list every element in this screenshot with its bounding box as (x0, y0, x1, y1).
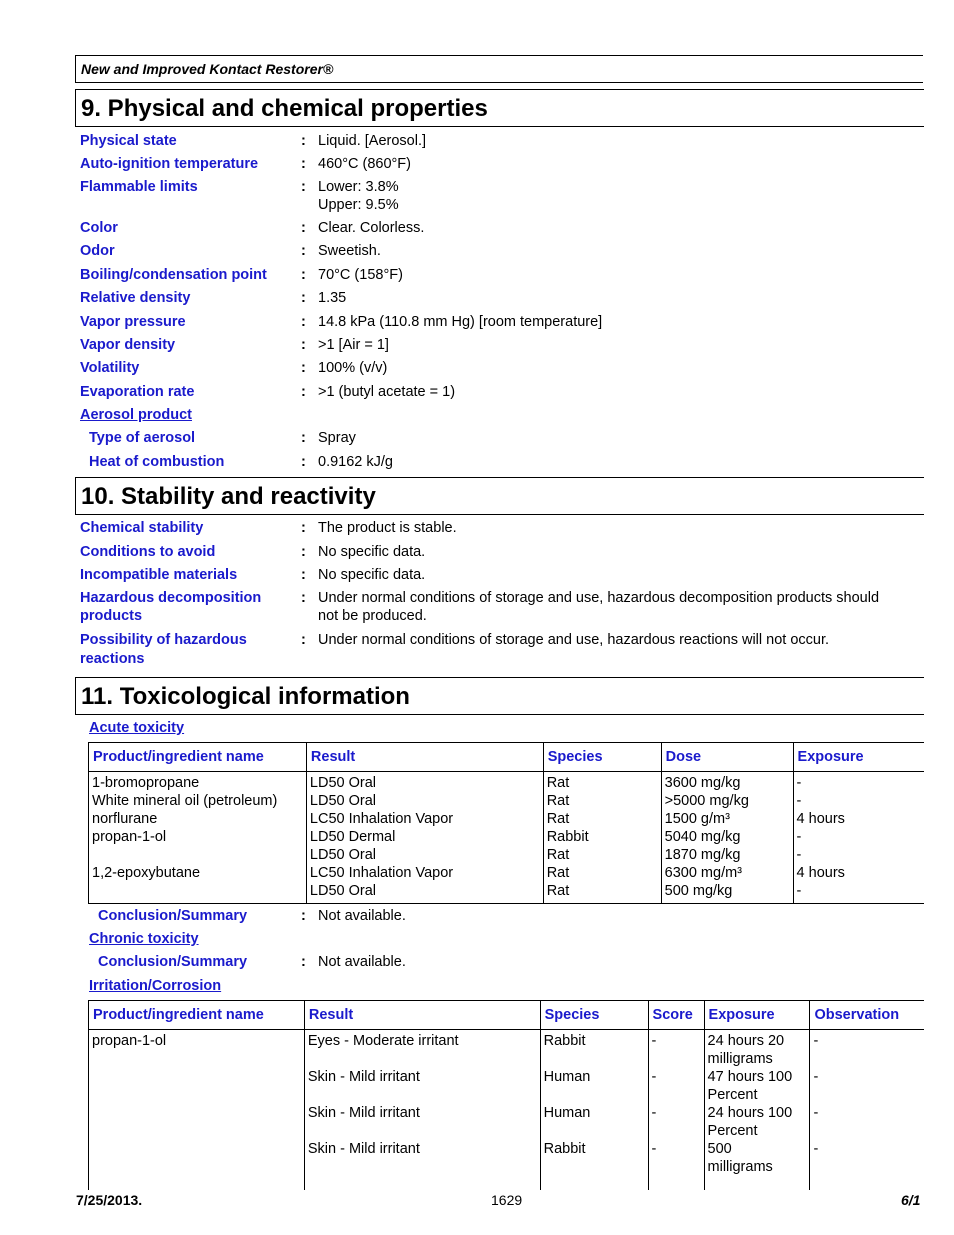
table-cell: 4 hours (793, 864, 924, 882)
table-cell: Skin - Mild irritant (304, 1068, 540, 1104)
colon: : (301, 220, 306, 236)
prop-label: Hazardous decomposition (80, 590, 262, 606)
table-cell: Rat (543, 810, 661, 828)
footer-date: 7/25/2013. (76, 1192, 143, 1208)
colon: : (301, 133, 306, 149)
prop-value: Clear. Colorless. (318, 220, 425, 236)
colon: : (301, 908, 306, 924)
exposure-line: milligrams (707, 1051, 773, 1067)
prop-label-line2: products (80, 608, 143, 624)
table-cell (704, 1104, 810, 1140)
table-cell: LC50 Inhalation Vapor (306, 810, 543, 828)
column-header: Species (543, 743, 661, 772)
conclusion-label: Conclusion/Summary (98, 908, 248, 924)
table-cell: White mineral oil (petroleum) (89, 792, 307, 810)
table-cell: 5040 mg/kg (661, 828, 793, 846)
section-11-heading (75, 677, 924, 715)
table-cell: - (648, 1068, 704, 1104)
prop-value: No specific data. (318, 567, 426, 583)
table-row (89, 810, 925, 828)
prop-value: 460°C (860°F) (318, 156, 411, 172)
table-cell (89, 846, 307, 864)
table-cell: - (793, 882, 924, 904)
table-cell: Human (540, 1104, 648, 1140)
table-row (89, 772, 925, 793)
table-cell: Rat (543, 846, 661, 864)
section-10-title: 10. Stability and reactivity (81, 483, 376, 510)
prop-label: Relative density (80, 290, 191, 306)
table-cell: 6300 mg/m³ (661, 864, 793, 882)
prop-label: Volatility (80, 360, 140, 376)
prop-label: Odor (80, 243, 115, 259)
column-header: Score (648, 1001, 704, 1030)
colon: : (301, 267, 306, 283)
prop-value: Lower: 3.8% (318, 179, 399, 195)
prop-value: 14.8 kPa (110.8 mm Hg) [room temperature] (318, 314, 603, 330)
exposure-line: 500 (707, 1141, 732, 1157)
exposure-line: 24 hours 100 (707, 1105, 793, 1121)
table-cell: LD50 Oral (306, 792, 543, 810)
prop-label: Possibility of hazardous (80, 632, 247, 648)
table-cell: Human (540, 1068, 648, 1104)
prop-value: >1 (butyl acetate = 1) (318, 384, 456, 400)
table-cell: 500 mg/kg (661, 882, 793, 904)
table-cell: Skin - Mild irritant (304, 1140, 540, 1190)
prop-label: Chemical stability (80, 520, 204, 536)
prop-label: Vapor pressure (80, 314, 186, 330)
section-9-heading (75, 89, 924, 127)
prop-value: Liquid. [Aerosol.] (318, 133, 427, 149)
prop-label: Physical state (80, 133, 177, 149)
colon: : (301, 567, 306, 583)
table-cell: Rabbit (540, 1030, 648, 1069)
table-row (89, 828, 925, 846)
table-cell (89, 882, 307, 904)
table-cell: 1-bromopropane (89, 772, 307, 793)
table-cell: 3600 mg/kg (661, 772, 793, 793)
column-header: Dose (661, 743, 793, 772)
table-row (89, 882, 925, 904)
prop-label: Evaporation rate (80, 384, 195, 400)
table-cell: Rat (543, 882, 661, 904)
colon: : (301, 314, 306, 330)
irritation-corrosion-link[interactable]: Irritation/Corrosion (89, 978, 222, 994)
table-cell: LD50 Oral (306, 846, 543, 864)
table-cell: LD50 Oral (306, 772, 543, 793)
table-cell: propan-1-ol (89, 828, 307, 846)
table-row (89, 1104, 925, 1140)
exposure-line: Percent (707, 1123, 758, 1139)
prop-label-line2: reactions (80, 651, 145, 667)
prop-value: Sweetish. (318, 243, 381, 259)
table-cell (704, 1068, 810, 1104)
table-cell: - (648, 1104, 704, 1140)
conclusion-value: Not available. (318, 954, 406, 970)
table-cell: LC50 Inhalation Vapor (306, 864, 543, 882)
exposure-line: milligrams (707, 1159, 773, 1175)
table-cell (704, 1140, 810, 1190)
colon: : (301, 430, 306, 446)
table-cell: - (810, 1068, 924, 1104)
prop-value-line2: not be produced. (318, 608, 427, 624)
table-row (89, 846, 925, 864)
table-cell: 1,2-epoxybutane (89, 864, 307, 882)
conclusion-label: Conclusion/Summary (98, 954, 248, 970)
footer-code: 1629 (491, 1192, 523, 1208)
exposure-line: Percent (707, 1087, 758, 1103)
prop-label: Auto-ignition temperature (80, 156, 259, 172)
exposure-line: 47 hours 100 (707, 1069, 793, 1085)
column-header: Exposure (704, 1001, 810, 1030)
table-cell (704, 1030, 810, 1069)
table-cell: Skin - Mild irritant (304, 1104, 540, 1140)
prop-label: Incompatible materials (80, 567, 238, 583)
acute-table-body (89, 772, 925, 904)
section-9-title: 9. Physical and chemical properties (81, 95, 488, 122)
column-header: Exposure (793, 743, 924, 772)
table-cell: Rat (543, 772, 661, 793)
column-header: Result (304, 1001, 540, 1030)
prop-value-line2: Upper: 9.5% (318, 197, 399, 213)
colon: : (301, 954, 306, 970)
table-cell: - (810, 1104, 924, 1140)
colon: : (301, 544, 306, 560)
table-cell: 4 hours (793, 810, 924, 828)
column-header: Result (306, 743, 543, 772)
prop-value: 0.9162 kJ/g (318, 454, 393, 470)
prop-label: Vapor density (80, 337, 176, 353)
colon: : (301, 179, 306, 195)
colon: : (301, 590, 306, 606)
table-cell: norflurane (89, 810, 307, 828)
colon: : (301, 520, 306, 536)
table-cell (89, 1140, 305, 1190)
table-cell: 1870 mg/kg (661, 846, 793, 864)
column-header: Species (540, 1001, 648, 1030)
table-cell: Rabbit (543, 828, 661, 846)
column-header: Product/ingredient name (89, 1001, 305, 1030)
prop-value: No specific data. (318, 544, 426, 560)
table-cell: - (810, 1030, 924, 1069)
table-cell: - (793, 828, 924, 846)
chronic-toxicity-link[interactable]: Chronic toxicity (89, 931, 199, 947)
table-cell: 1500 g/m³ (661, 810, 793, 828)
table-cell: LD50 Oral (306, 882, 543, 904)
acute-toxicity-table (88, 742, 924, 904)
exposure-line: 24 hours 20 (707, 1033, 785, 1049)
footer-page-number: 6/1 (901, 1192, 921, 1208)
prop-label: Heat of combustion (89, 454, 225, 470)
prop-value: Under normal conditions of storage and use, hazardous decomposition products should (318, 590, 880, 606)
prop-value: 70°C (158°F) (318, 267, 403, 283)
table-cell: - (810, 1140, 924, 1190)
aerosol-product-link[interactable]: Aerosol product (80, 407, 192, 423)
conclusion-value: Not available. (318, 908, 406, 924)
prop-value: 1.35 (318, 290, 347, 306)
product-name-bar (75, 55, 923, 83)
prop-label: Color (80, 220, 118, 236)
colon: : (301, 454, 306, 470)
table-cell: Eyes - Moderate irritant (304, 1030, 540, 1069)
prop-label: Conditions to avoid (80, 544, 216, 560)
table-cell: Rat (543, 792, 661, 810)
table-cell: - (648, 1140, 704, 1190)
table-header-row (89, 743, 925, 772)
colon: : (301, 384, 306, 400)
prop-value: Under normal conditions of storage and use, hazardous reactions will not occur. (318, 632, 830, 648)
irritation-table-body (89, 1030, 925, 1191)
colon: : (301, 243, 306, 259)
prop-label: Boiling/condensation point (80, 267, 267, 283)
column-header: Product/ingredient name (89, 743, 307, 772)
prop-label: Flammable limits (80, 179, 198, 195)
irritation-table (88, 1000, 924, 1190)
prop-value: >1 [Air = 1] (318, 337, 389, 353)
table-cell: >5000 mg/kg (661, 792, 793, 810)
acute-toxicity-link[interactable]: Acute toxicity (89, 720, 185, 736)
colon: : (301, 156, 306, 172)
colon: : (301, 360, 306, 376)
table-cell: - (793, 846, 924, 864)
prop-value: Spray (318, 430, 356, 446)
colon: : (301, 337, 306, 353)
table-cell: - (648, 1030, 704, 1069)
table-header-row (89, 1001, 925, 1030)
table-cell: Rat (543, 864, 661, 882)
table-cell: - (793, 772, 924, 793)
table-cell: LD50 Dermal (306, 828, 543, 846)
table-cell (89, 1068, 305, 1104)
colon: : (301, 290, 306, 306)
table-row (89, 1030, 925, 1069)
product-name: New and Improved Kontact Restorer® (81, 61, 334, 77)
table-cell: Rabbit (540, 1140, 648, 1190)
section-11-title: 11. Toxicological information (81, 683, 410, 710)
table-row (89, 1140, 925, 1190)
colon: : (301, 632, 306, 648)
prop-value: The product is stable. (318, 520, 457, 536)
column-header: Observation (810, 1001, 924, 1030)
table-row (89, 792, 925, 810)
table-row (89, 864, 925, 882)
prop-value: 100% (v/v) (318, 360, 388, 376)
table-cell: - (793, 792, 924, 810)
prop-label: Type of aerosol (89, 430, 196, 446)
section-10-heading (75, 477, 924, 515)
table-cell (89, 1104, 305, 1140)
table-row (89, 1068, 925, 1104)
table-cell: propan-1-ol (89, 1030, 305, 1069)
